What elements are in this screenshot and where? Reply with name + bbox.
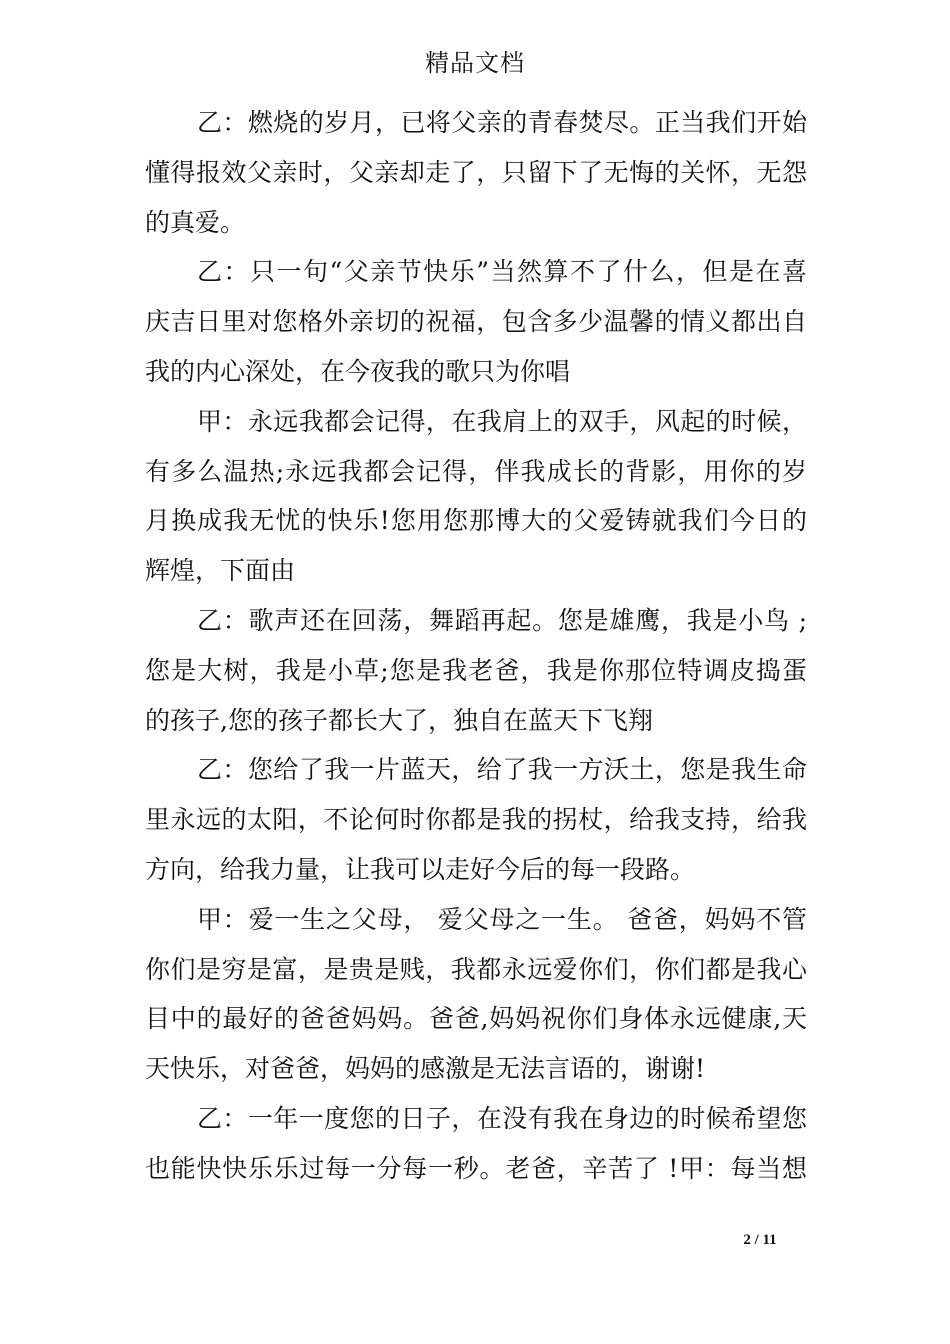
paragraph-line: 辉煌，下面由 bbox=[145, 556, 296, 586]
page-header: 精品文档 bbox=[425, 49, 525, 77]
paragraph-line: 庆吉日里对您格外亲切的祝福，包含多少温馨的情义都出自 bbox=[145, 307, 807, 337]
paragraph-line: 的真爱。 bbox=[145, 207, 246, 237]
paragraph-line: 乙：您给了我一片蓝天，给了我一方沃土，您是我生命 bbox=[197, 755, 807, 785]
page-number: 2 / 11 bbox=[743, 1232, 777, 1248]
paragraph-line: 甲：永远我都会记得，在我肩上的双手，风起的时候， bbox=[197, 406, 807, 436]
paragraph-line: 有多么温热;永远我都会记得，伴我成长的背影，用你的岁 bbox=[145, 456, 807, 486]
paragraph-line: 懂得报效父亲时，父亲却走了，只留下了无悔的关怀，无怨 bbox=[145, 157, 807, 187]
paragraph-line: 你们是穷是富，是贵是贱，我都永远爱你们，你们都是我心 bbox=[145, 954, 807, 984]
paragraph-line: 乙：歌声还在回荡，舞蹈再起。您是雄鹰，我是小鸟 ; bbox=[197, 605, 807, 635]
paragraph-line: 方向，给我力量，让我可以走好今后的每一段路。 bbox=[145, 854, 696, 884]
paragraph-line: 也能快快乐乐过每一分每一秒。老爸，辛苦了 !甲：每当想 bbox=[145, 1153, 807, 1183]
paragraph-line: 我的内心深处，在今夜我的歌只为你唱 bbox=[145, 356, 571, 386]
paragraph-line: 乙：只一句“父亲节快乐”当然算不了什么，但是在喜 bbox=[197, 257, 807, 287]
paragraph-line: 天快乐，对爸爸，妈妈的感激是无法言语的，谢谢! bbox=[145, 1054, 706, 1084]
document-body bbox=[145, 98, 807, 1194]
paragraph-line: 里永远的太阳，不论何时你都是我的拐杖，给我支持，给我 bbox=[145, 805, 807, 835]
paragraph-line: 甲：爱一生之父母， 爱父母之一生。 爸爸，妈妈不管 bbox=[197, 904, 807, 934]
paragraph-line: 乙：燃烧的岁月，已将父亲的青春焚尽。正当我们开始 bbox=[197, 108, 807, 137]
paragraph-line: 月换成我无忧的快乐!您用您那博大的父爱铸就我们今日的 bbox=[145, 506, 807, 536]
paragraph-line: 目中的最好的爸爸妈妈。爸爸,妈妈祝你们身体永远健康,天 bbox=[145, 1004, 807, 1034]
paragraph-line: 乙：一年一度您的日子，在没有我在身边的时候希望您 bbox=[197, 1103, 807, 1133]
paragraph-line: 您是大树，我是小草;您是我老爸，我是你那位特调皮捣蛋 bbox=[145, 655, 807, 685]
paragraph-line: 的孩子,您的孩子都长大了，独自在蓝天下飞翔 bbox=[145, 705, 653, 735]
